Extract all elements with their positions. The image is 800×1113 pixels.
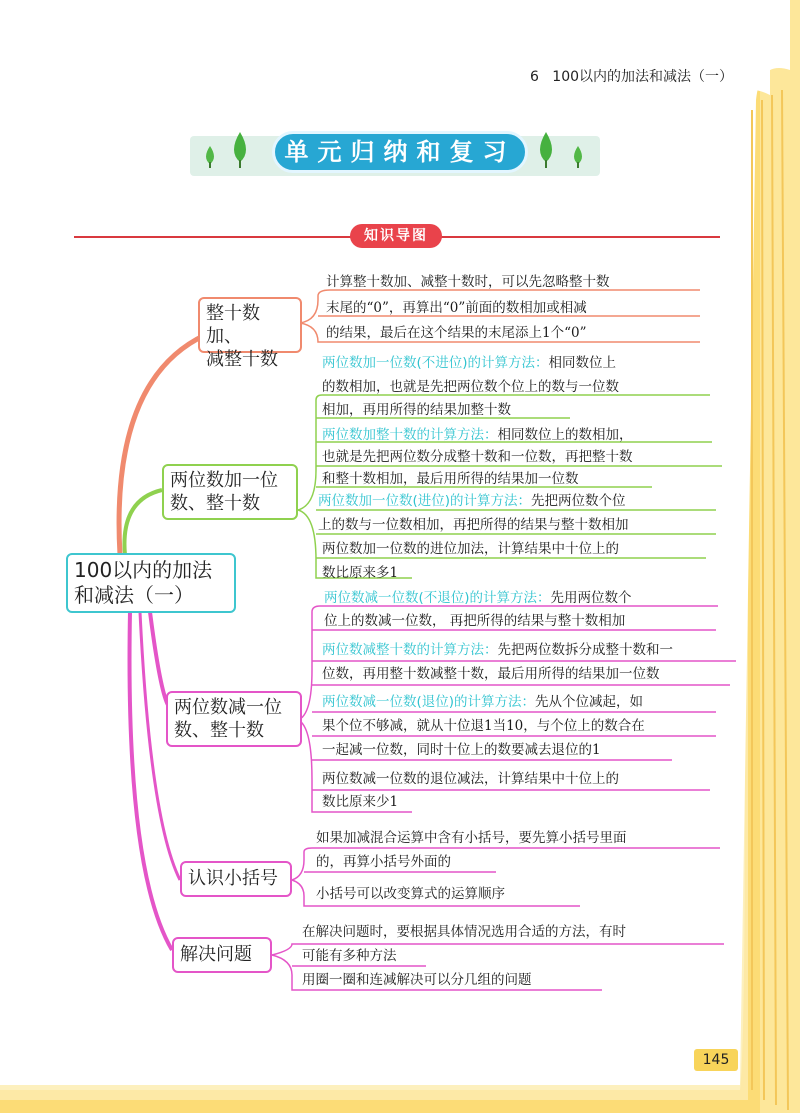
branch1-text-1: 计算整十数加、减整十数时，可以先忽略整十数 xyxy=(326,274,610,290)
branch3-item2-line1: 两位数减整十数的计算方法：先把两位数拆分成整十数和一 xyxy=(322,642,673,658)
branch3-item3-line3: 一起减一位数，同时十位上的数要减去退位的1 xyxy=(322,742,601,758)
branch2-item3-line2: 上的数与一位数相加，再把所得的结果与整十数相加 xyxy=(318,517,629,533)
branch3-item1-line1: 两位数减一位数(不退位)的计算方法：先用两位数个 xyxy=(324,590,632,606)
branch-tens-add-subtract xyxy=(198,297,302,370)
root-line-1: 100以内的加法 xyxy=(74,558,213,582)
method-title: 两位数加整十数的计算方法： xyxy=(322,427,498,443)
branch-problem-solving xyxy=(172,937,272,973)
method-title: 两位数加一位数(进位)的计算方法： xyxy=(318,493,532,509)
branch1-text-2: 末尾的“0”，再算出“0”前面的数相加或相减 xyxy=(326,300,587,316)
branch2-item1-line1: 两位数加一位数(不进位)的计算方法：相同数位上 xyxy=(322,355,617,371)
branch2-item4-line1: 两位数加一位数的进位加法，计算结果中十位上的 xyxy=(322,541,619,557)
branch2-item2-line3: 和整十数相加，最后用所得的结果加一位数 xyxy=(322,471,579,487)
branch5-text-2: 可能有多种方法 xyxy=(302,948,397,964)
branch5-text-3: 用圈一圈和连减解决可以分几组的问题 xyxy=(302,972,532,988)
branch-parentheses xyxy=(180,861,292,897)
branch3-item1-line2: 位上的数减一位数， 再把所得的结果与整十数相加 xyxy=(324,613,626,629)
branch3-item2-line2: 位数，再用整十数减整十数，最后用所得的结果加一位数 xyxy=(322,666,660,682)
root-line-2: 和减法（一） xyxy=(74,583,194,607)
method-title: 两位数减一位数(退位)的计算方法： xyxy=(322,694,536,710)
branch-two-digit-add xyxy=(162,464,298,520)
chapter-title: 100以内的加法和减法（一） xyxy=(552,69,734,85)
branch4-text-1: 如果加减混合运算中含有小括号，要先算小括号里面 xyxy=(316,830,627,846)
branch-two-digit-subtract xyxy=(166,691,302,747)
branch-label-line-1: 两位数减一位 xyxy=(174,697,282,718)
chapter-number: 6 xyxy=(530,69,539,85)
branch2-item2-line1: 两位数加整十数的计算方法：相同数位上的数相加， xyxy=(322,427,633,443)
branch-label-line-1: 两位数加一位 xyxy=(170,470,278,491)
method-title: 两位数加一位数(不进位)的计算方法： xyxy=(322,355,549,371)
branch3-item4-line1: 两位数减一位数的退位减法，计算结果中十位上的 xyxy=(322,771,619,787)
unit-review-title: 单元归纳和复习 xyxy=(272,131,528,173)
branch-label: 认识小括号 xyxy=(188,868,278,889)
branch4-text-2: 的，再算小括号外面的 xyxy=(316,854,451,870)
branch-label-line-1: 整十数加、 xyxy=(206,303,260,347)
branch2-item2-line2: 也就是先把两位数分成整十数和一位数，再把整十数 xyxy=(322,449,633,465)
knowledge-map-label: 知识导图 xyxy=(350,224,442,248)
branch-label-line-2: 数、整十数 xyxy=(170,493,260,514)
branch2-item3-line1: 两位数加一位数(进位)的计算方法：先把两位数个位 xyxy=(318,493,626,509)
branch3-item3-line2: 果个位不够减，就从十位退1当10，与个位上的数合在 xyxy=(322,718,645,734)
branch3-item3-line1: 两位数减一位数(退位)的计算方法：先从个位减起，如 xyxy=(322,694,644,710)
branch4-text-3: 小括号可以改变算式的运算顺序 xyxy=(316,886,505,902)
page-number: 145 xyxy=(694,1049,738,1071)
branch2-item1-line3: 相加，再用所得的结果加整十数 xyxy=(322,402,511,418)
branch2-item1-line2: 的数相加，也就是先把两位数个位上的数与一位数 xyxy=(322,379,619,395)
branch5-text-1: 在解决问题时，要根据具体情况选用合适的方法，有时 xyxy=(302,924,626,940)
branch-label-line-2: 减整十数 xyxy=(206,349,278,370)
branch3-item4-line2: 数比原来少1 xyxy=(322,794,399,810)
branch2-item4-line2: 数比原来多1 xyxy=(322,565,399,581)
branch1-text-3: 的结果，最后在这个结果的末尾添上1个“0” xyxy=(326,325,587,341)
method-title: 两位数减一位数(不退位)的计算方法： xyxy=(324,590,551,606)
method-title: 两位数减整十数的计算方法： xyxy=(322,642,498,658)
root-node xyxy=(66,553,236,613)
branch-label: 解决问题 xyxy=(180,944,252,965)
branch-label-line-2: 数、整十数 xyxy=(174,720,264,741)
